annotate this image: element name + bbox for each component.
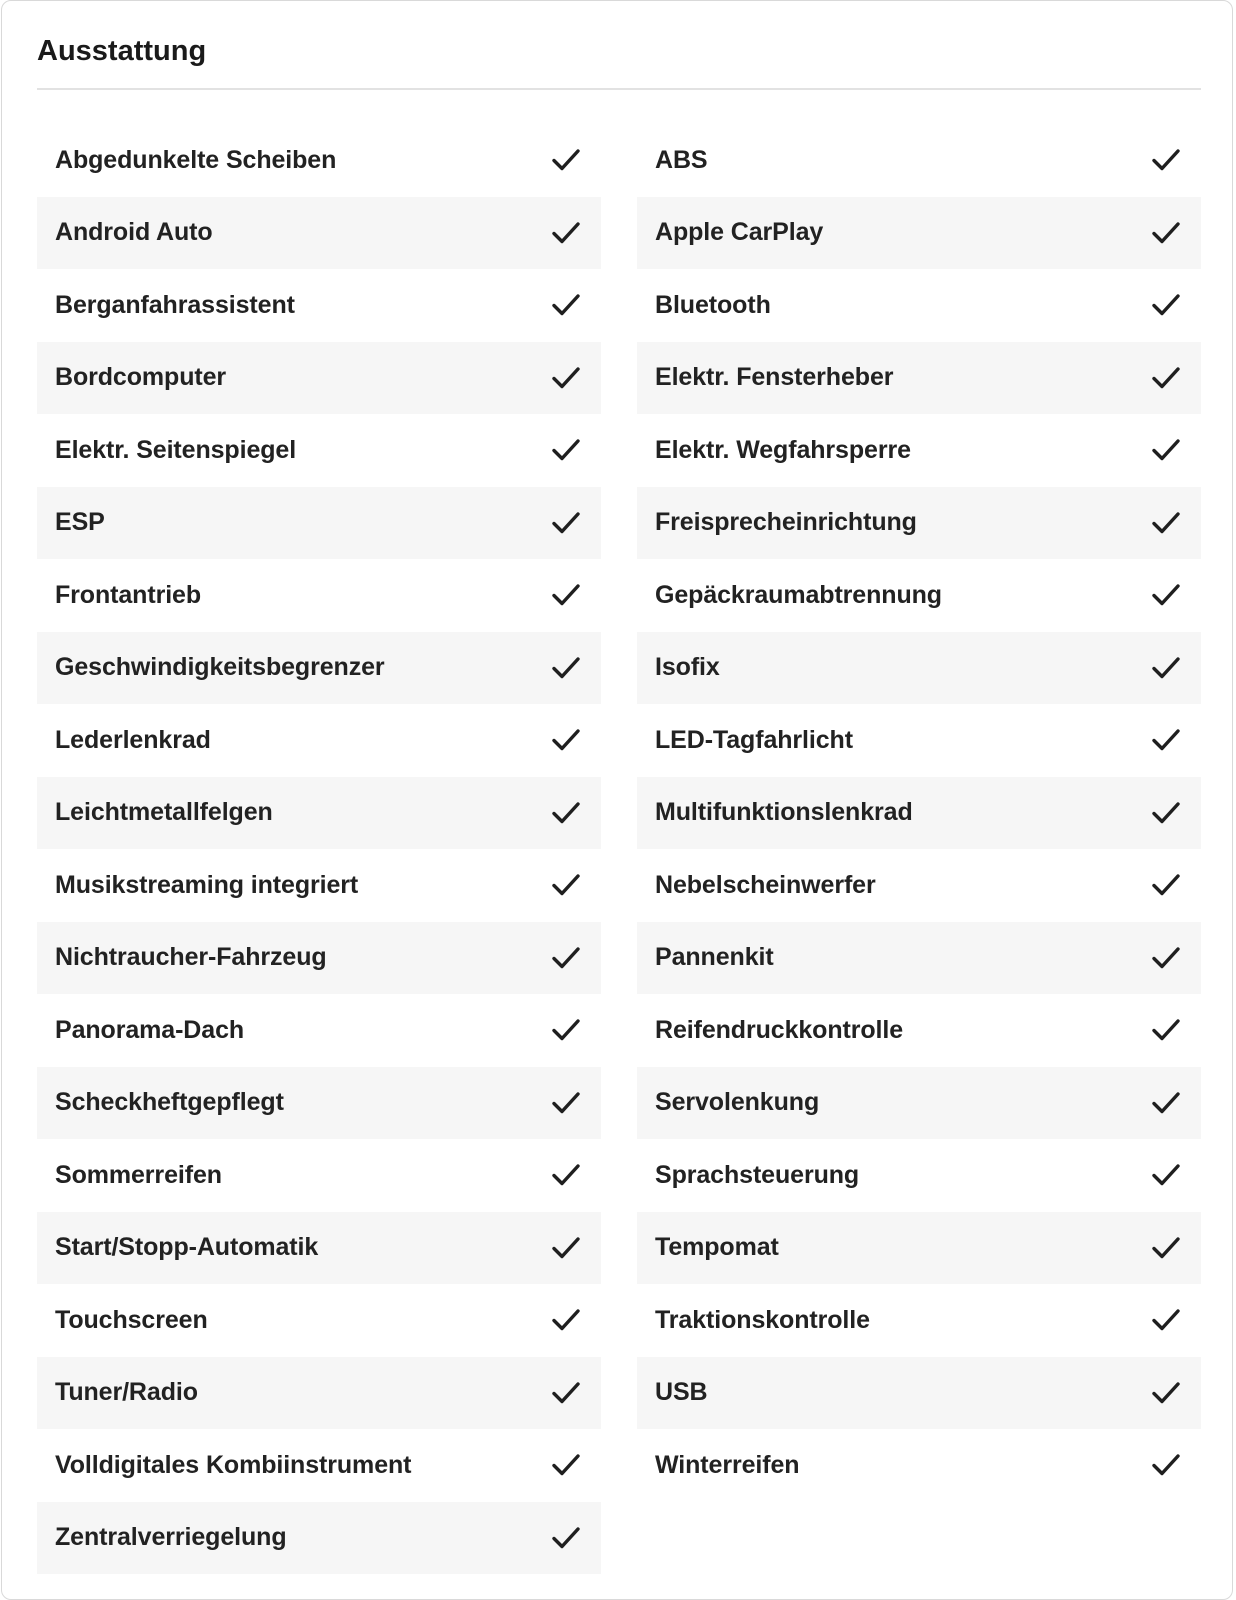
- feature-item: [637, 1429, 1201, 1502]
- feature-label: Nebelscheinwerfer: [655, 870, 876, 899]
- check-icon: [551, 727, 581, 753]
- feature-item: [37, 994, 601, 1067]
- feature-item: [637, 994, 1201, 1067]
- check-icon: [1151, 1162, 1181, 1188]
- check-icon: [551, 655, 581, 681]
- check-icon: [1151, 1017, 1181, 1043]
- feature-label: Traktionskontrolle: [655, 1305, 870, 1334]
- feature-label: Android Auto: [55, 218, 213, 247]
- feature-item: [37, 777, 601, 850]
- feature-label: Frontantrieb: [55, 580, 202, 609]
- check-icon: [551, 1452, 581, 1478]
- check-icon: [551, 1162, 581, 1188]
- feature-item: [37, 1284, 601, 1357]
- feature-item: [637, 269, 1201, 342]
- check-icon: [1151, 1235, 1181, 1261]
- check-icon: [551, 437, 581, 463]
- feature-item: [637, 559, 1201, 632]
- feature-item: [637, 1212, 1201, 1285]
- feature-label: Sprachsteuerung: [655, 1160, 860, 1189]
- feature-label: Leichtmetallfelgen: [55, 798, 273, 827]
- check-icon: [1151, 365, 1181, 391]
- feature-label: Pannenkit: [655, 943, 774, 972]
- check-icon: [1151, 945, 1181, 971]
- feature-item: [37, 1067, 601, 1140]
- feature-label: Berganfahrassistent: [55, 290, 295, 319]
- feature-label: Start/Stopp-Automatik: [55, 1233, 319, 1262]
- check-icon: [1151, 1307, 1181, 1333]
- check-icon: [551, 1235, 581, 1261]
- feature-item: [37, 1429, 601, 1502]
- feature-label: LED-Tagfahrlicht: [655, 725, 853, 754]
- feature-label: Apple CarPlay: [655, 218, 824, 247]
- check-icon: [551, 147, 581, 173]
- check-icon: [551, 292, 581, 318]
- check-icon: [1151, 872, 1181, 898]
- feature-label: Scheckheftgepflegt: [55, 1088, 284, 1117]
- feature-item: [37, 1212, 601, 1285]
- feature-item: [37, 124, 601, 197]
- feature-label: Reifendruckkontrolle: [655, 1015, 904, 1044]
- feature-label: USB: [655, 1378, 708, 1407]
- feature-label: Bordcomputer: [55, 363, 227, 392]
- feature-item: [37, 1139, 601, 1212]
- feature-item: [637, 487, 1201, 560]
- feature-label: Servolenkung: [655, 1088, 820, 1117]
- title-divider: [37, 88, 1201, 90]
- check-icon: [551, 1090, 581, 1116]
- check-icon: [1151, 1380, 1181, 1406]
- check-icon: [1151, 437, 1181, 463]
- feature-label: Freisprecheinrichtung: [655, 508, 917, 537]
- feature-item: [637, 1284, 1201, 1357]
- feature-item: [637, 777, 1201, 850]
- feature-label: Sommerreifen: [55, 1160, 222, 1189]
- feature-label: Panorama-Dach: [55, 1015, 245, 1044]
- feature-item: [37, 559, 601, 632]
- feature-label: Multifunktionslenkrad: [655, 798, 913, 827]
- check-icon: [1151, 510, 1181, 536]
- feature-label: Elektr. Fensterheber: [655, 363, 894, 392]
- feature-label: Isofix: [655, 653, 720, 682]
- feature-label: Tuner/Radio: [55, 1378, 198, 1407]
- check-icon: [1151, 1090, 1181, 1116]
- check-icon: [1151, 147, 1181, 173]
- feature-label: ESP: [55, 508, 105, 537]
- feature-label: ABS: [655, 145, 708, 174]
- feature-label: Lederlenkrad: [55, 725, 211, 754]
- feature-item: [37, 1502, 601, 1575]
- feature-label: Elektr. Wegfahrsperre: [655, 435, 911, 464]
- check-icon: [551, 1380, 581, 1406]
- check-icon: [1151, 727, 1181, 753]
- check-icon: [551, 582, 581, 608]
- feature-item: [637, 197, 1201, 270]
- feature-item: [637, 632, 1201, 705]
- feature-item: [37, 342, 601, 415]
- check-icon: [1151, 220, 1181, 246]
- feature-item: [37, 197, 601, 270]
- equipment-card: [1, 0, 1233, 1600]
- feature-list: [37, 124, 1201, 1574]
- feature-item: [637, 922, 1201, 995]
- check-icon: [551, 220, 581, 246]
- feature-item: [37, 704, 601, 777]
- feature-item: [637, 1139, 1201, 1212]
- feature-label: Nichtraucher-Fahrzeug: [55, 943, 327, 972]
- check-icon: [551, 945, 581, 971]
- feature-item: [637, 849, 1201, 922]
- feature-label: Gepäckraumabtrennung: [655, 580, 942, 609]
- feature-label: Winterreifen: [655, 1450, 800, 1479]
- feature-item: [37, 849, 601, 922]
- check-icon: [551, 510, 581, 536]
- check-icon: [551, 1307, 581, 1333]
- feature-label: Bluetooth: [655, 290, 771, 319]
- feature-item: [37, 632, 601, 705]
- check-icon: [551, 365, 581, 391]
- feature-item: [637, 124, 1201, 197]
- feature-label: Abgedunkelte Scheiben: [55, 145, 337, 174]
- feature-item: [637, 1067, 1201, 1140]
- feature-item: [37, 414, 601, 487]
- check-icon: [1151, 1452, 1181, 1478]
- feature-label: Tempomat: [655, 1233, 779, 1262]
- feature-item: [637, 1357, 1201, 1430]
- feature-item: [37, 269, 601, 342]
- check-icon: [1151, 655, 1181, 681]
- feature-item: [37, 1357, 601, 1430]
- feature-label: Elektr. Seitenspiegel: [55, 435, 297, 464]
- feature-item: [637, 704, 1201, 777]
- feature-item: [37, 487, 601, 560]
- feature-label: Geschwindigkeitsbegrenzer: [55, 653, 385, 682]
- check-icon: [551, 872, 581, 898]
- check-icon: [1151, 582, 1181, 608]
- check-icon: [551, 800, 581, 826]
- section-title: Ausstattung: [37, 35, 207, 67]
- check-icon: [551, 1017, 581, 1043]
- feature-item: [637, 414, 1201, 487]
- feature-item: [637, 342, 1201, 415]
- feature-label: Zentralverriegelung: [55, 1523, 287, 1552]
- check-icon: [1151, 800, 1181, 826]
- feature-item: [37, 922, 601, 995]
- feature-label: Musikstreaming integriert: [55, 870, 359, 899]
- check-icon: [551, 1525, 581, 1551]
- check-icon: [1151, 292, 1181, 318]
- feature-label: Volldigitales Kombiinstrument: [55, 1450, 412, 1479]
- feature-label: Touchscreen: [55, 1305, 208, 1334]
